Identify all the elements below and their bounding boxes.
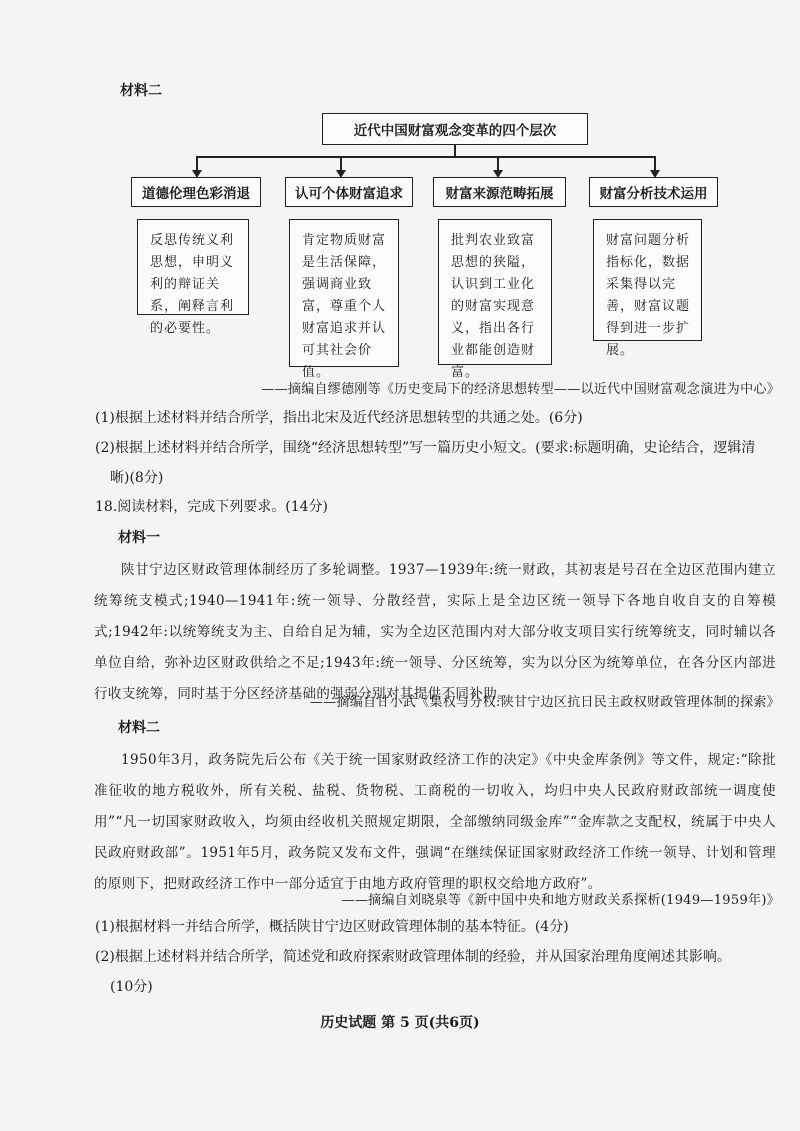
level-head-3: 财富来源范畴拓展 [433, 177, 566, 207]
diagram-title-box: 近代中国财富观念变革的四个层次 [322, 113, 588, 145]
connector-drop-1 [196, 156, 198, 170]
material-1-text: 陕甘宁边区财政管理体制经历了多轮调整。1937—1939年:统一财政，其初衷是号召在全边区范围内建立统筹统支模式;1940—1941年:统一领导、分散经营，实际上是全边区统一领导下各地自收自支的自筹模式;1942年:以统筹统支为主、自给自足为辅，实为全边区范围内对大部分收支项目实行统筹统支，同时辅以各单位自给，弥补边区财政供给之不足;1943年:统一领导、分区统筹，实为以分区为统筹单位，在各分区内部进行收支统筹，同时基于分区经济基础的强弱分别对其提供不同补助。 [94, 562, 776, 702]
question-17-2: (2)根据上述材料并结合所学，围绕“经济思想转型”写一篇历史小短文。(要求:标题明确，史论结合，逻辑清 [95, 440, 756, 456]
material-2b-label: 材料二 [118, 720, 160, 736]
connector-drop-4 [654, 156, 656, 170]
source-citation-1: ——摘编自缪德刚等《历史变局下的经济思想转型——以近代中国财富观念演进为中心》 [261, 382, 780, 397]
page-footer: 历史试题 第 5 页(共6页) [320, 1015, 480, 1031]
level-desc-2: 肯定物质财富是生活保障，强调商业致富，尊重个人财富追求并认可其社会价值。 [289, 219, 399, 367]
connector-drop-3 [497, 156, 499, 170]
level-desc-3: 批判农业致富思想的狭隘，认识到工业化的财富实现意义，指出各行业都能创造财富。 [438, 219, 552, 365]
question-17-1: (1)根据上述材料并结合所学，指出北宋及近代经济思想转型的共通之处。(6分) [95, 410, 583, 426]
level-head-1: 道德伦理色彩消退 [131, 177, 261, 207]
question-18-1: (1)根据材料一并结合所学，概括陕甘宁边区财政管理体制的基本特征。(4分) [95, 919, 569, 935]
question-18-title: 18.阅读材料，完成下列要求。(14分) [95, 499, 329, 515]
level-desc-1: 反思传统义利思想，申明义利的辩证关系，阐释言利的必要性。 [137, 219, 249, 315]
question-18-2: (2)根据上述材料并结合所学，简述党和政府探索财政管理体制的经验，并从国家治理角度阐述其影响。 [95, 949, 731, 965]
material-2b-text: 1950年3月，政务院先后公布《关于统一国家财政经济工作的决定》《中央金库条例》等文件，规定:“除批准征收的地方税收外，所有关税、盐税、货物税、工商税的一切收入，均归中央人民政府财政部统一调度使用”“凡一切国家财政收入，均须由经收机关照规定期限，全部缴纳同级金库”“金库款之支配权，统属于中央人民政府财政部”。1951年5月，政务院又发布文件，强调“在继续保证国家财政经济工作统一领导、计划和管理的原则下，把财政经济工作中一部分适宜于由地方政府管理的职权交给地方政府”。 [94, 752, 776, 892]
question-17-2-cont: 晰)(8分) [110, 470, 164, 486]
level-desc-4: 财富问题分析指标化，数据采集得以完善，财富议题得到进一步扩展。 [593, 219, 702, 341]
material-1-label: 材料一 [118, 530, 160, 546]
source-citation-3: ——摘编自刘晓泉等《新中国中央和地方财政关系探析(1949—1959年)》 [341, 893, 780, 908]
level-head-4: 财富分析技术运用 [589, 177, 718, 207]
level-head-2: 认可个体财富追求 [285, 177, 413, 207]
connector-bar [196, 156, 656, 158]
source-citation-2: ——摘编自甘小武《集权与分权:陕甘宁边区抗日民主政权财政管理体制的探索》 [309, 695, 780, 710]
material-2-label: 材料二 [120, 83, 162, 99]
connector-drop-2 [340, 156, 342, 170]
question-18-2-cont: (10分) [110, 979, 153, 995]
